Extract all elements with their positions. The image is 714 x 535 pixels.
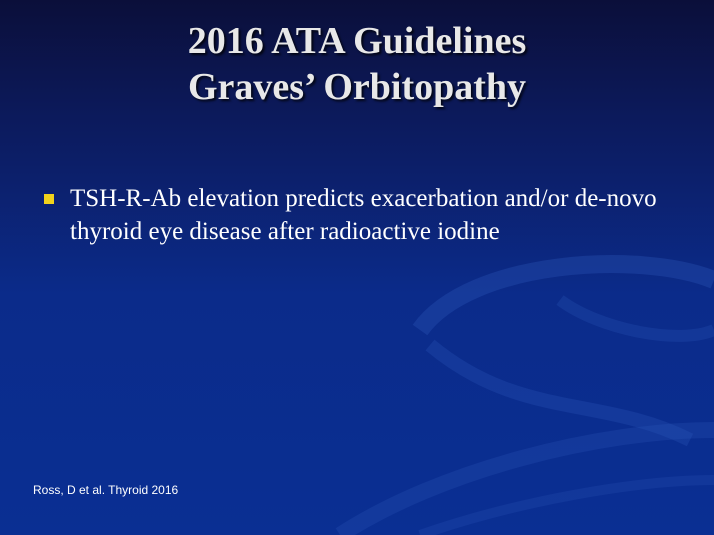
slide-title-line-2: Graves’ Orbitopathy bbox=[187, 66, 527, 108]
citation: Ross, D et al. Thyroid 2016 bbox=[33, 483, 179, 497]
bullet-list bbox=[42, 182, 662, 248]
slide-title-line-1: 2016 ATA Guidelines bbox=[187, 20, 527, 62]
square-bullet-icon bbox=[44, 194, 54, 204]
bullet-item bbox=[42, 182, 662, 248]
bullet-text: TSH-R-Ab elevation predicts exacerbation and/or de-novo thyroid eye disease after radioactive iodine bbox=[70, 185, 657, 245]
slide-title bbox=[0, 18, 714, 110]
